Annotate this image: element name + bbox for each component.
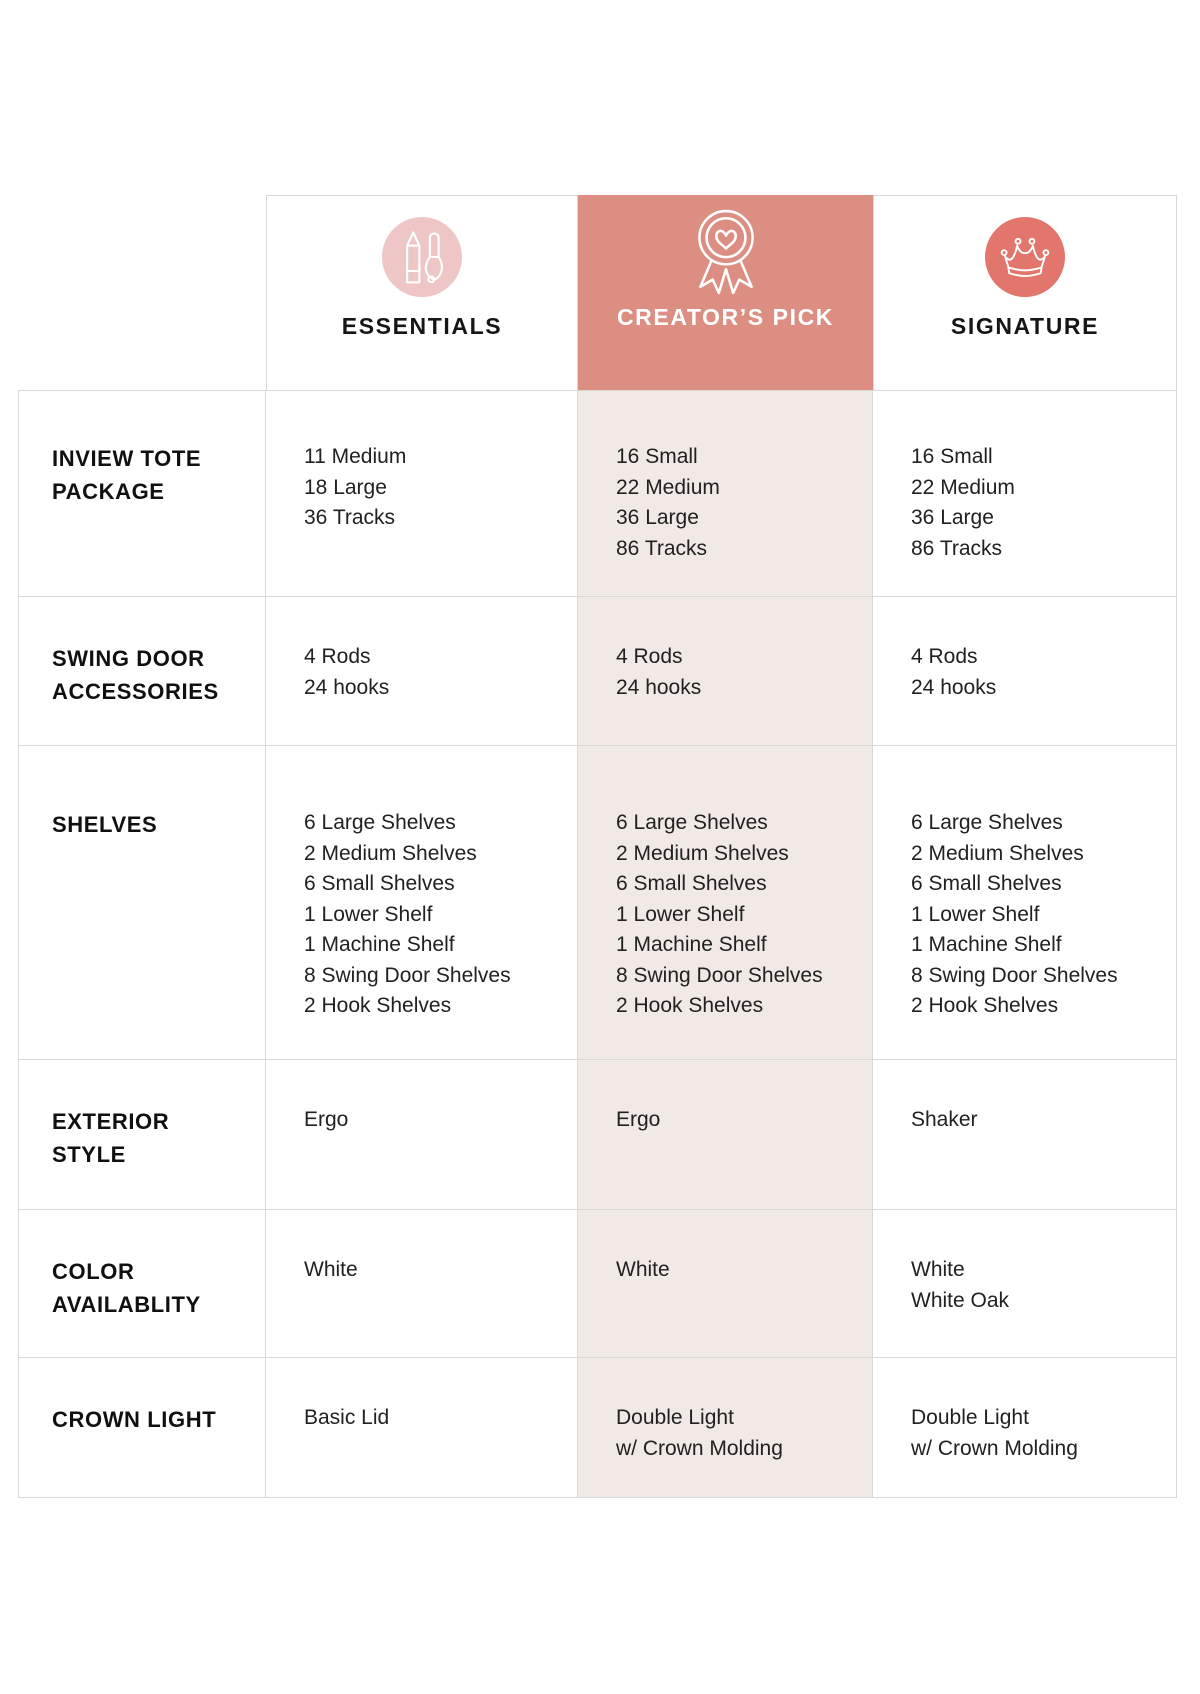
value-line: 86 Tracks bbox=[911, 536, 1003, 560]
comparison-table bbox=[18, 195, 1177, 1498]
value-line: w/ Crown Molding bbox=[616, 1436, 783, 1460]
row-label-cell bbox=[18, 597, 266, 746]
value-line: 6 Large Shelves bbox=[616, 811, 768, 834]
row-label-cell bbox=[18, 1210, 266, 1358]
value-line: White bbox=[911, 1258, 965, 1281]
value-line: Basic Lid bbox=[304, 1406, 390, 1429]
value-line: White bbox=[304, 1258, 358, 1281]
row-label-cell bbox=[18, 746, 266, 1060]
value-line: 36 Large bbox=[911, 506, 994, 529]
value-line: 2 Hook Shelves bbox=[616, 994, 764, 1017]
crown-icon bbox=[985, 217, 1065, 297]
value-line: 1 Machine Shelf bbox=[304, 933, 455, 956]
value-line: Double Light bbox=[616, 1406, 734, 1429]
value-line: w/ Crown Molding bbox=[911, 1436, 1078, 1460]
value-cell-signature bbox=[873, 1060, 1177, 1210]
value-line: 8 Swing Door Shelves bbox=[616, 963, 823, 987]
value-line: 1 Machine Shelf bbox=[911, 933, 1062, 956]
value-cell-creators-pick bbox=[578, 1060, 873, 1210]
column-header-essentials bbox=[266, 195, 578, 390]
value-cell-creators-pick bbox=[578, 1358, 873, 1498]
value-cell-creators-pick bbox=[578, 390, 873, 597]
value-line: 4 Rods bbox=[304, 645, 371, 668]
value-line: 2 Medium Shelves bbox=[911, 841, 1084, 865]
value-line: 6 Small Shelves bbox=[304, 872, 455, 895]
value-line: 2 Medium Shelves bbox=[616, 841, 789, 865]
value-line: Ergo bbox=[304, 1108, 349, 1131]
value-line: Ergo bbox=[616, 1108, 661, 1131]
row-label: INVIEW TOTE PACKAGE bbox=[52, 446, 202, 504]
value-line: 1 Lower Shelf bbox=[616, 902, 745, 926]
value-line: 18 Large bbox=[304, 475, 387, 499]
value-cell-signature bbox=[873, 746, 1177, 1060]
value-line: 24 hooks bbox=[616, 675, 702, 699]
value-cell-creators-pick bbox=[578, 746, 873, 1060]
value-line: White bbox=[616, 1258, 670, 1281]
plan-name-essentials: ESSENTIALS bbox=[341, 313, 503, 339]
value-line: 11 Medium bbox=[304, 445, 407, 468]
value-line: 6 Small Shelves bbox=[616, 872, 767, 895]
value-line: 22 Medium bbox=[911, 475, 1015, 499]
value-cell-creators-pick bbox=[578, 1210, 873, 1358]
value-cell-creators-pick bbox=[578, 597, 873, 746]
row-label: SWING DOOR ACCESSORIES bbox=[52, 646, 219, 704]
value-line: 4 Rods bbox=[616, 645, 683, 668]
value-cell-essentials bbox=[266, 597, 578, 746]
value-cell-signature bbox=[873, 1358, 1177, 1498]
value-line: 8 Swing Door Shelves bbox=[304, 963, 511, 987]
value-line: 1 Lower Shelf bbox=[911, 902, 1040, 926]
value-line: White Oak bbox=[911, 1288, 1010, 1312]
value-line: 36 Tracks bbox=[304, 506, 396, 529]
value-line: 2 Hook Shelves bbox=[304, 994, 452, 1017]
value-line: 2 Hook Shelves bbox=[911, 994, 1059, 1017]
value-line: 1 Lower Shelf bbox=[304, 902, 433, 926]
column-header-creators-pick bbox=[578, 195, 873, 390]
row-label-cell bbox=[18, 390, 266, 597]
plan-name-signature: SIGNATURE bbox=[950, 313, 1100, 339]
value-cell-signature bbox=[873, 1210, 1177, 1358]
row-label: EXTERIOR STYLE bbox=[52, 1109, 170, 1167]
column-header-signature bbox=[873, 195, 1177, 390]
value-line: 8 Swing Door Shelves bbox=[911, 963, 1118, 987]
pencil-brush-icon bbox=[382, 217, 462, 297]
plan-name-creators-pick: CREATOR’S PICK bbox=[616, 304, 835, 330]
value-cell-essentials bbox=[266, 1358, 578, 1498]
value-cell-essentials bbox=[266, 1210, 578, 1358]
value-line: 86 Tracks bbox=[616, 536, 708, 560]
value-line: 16 Small bbox=[911, 445, 993, 468]
value-line: 4 Rods bbox=[911, 645, 978, 668]
value-cell-essentials bbox=[266, 1060, 578, 1210]
value-line: Shaker bbox=[911, 1108, 978, 1131]
value-line: 36 Large bbox=[616, 506, 699, 529]
value-line: 24 hooks bbox=[304, 675, 390, 699]
award-ribbon-icon bbox=[686, 207, 766, 297]
value-line: 6 Large Shelves bbox=[911, 811, 1063, 834]
value-cell-signature bbox=[873, 390, 1177, 597]
header-spacer bbox=[18, 195, 266, 390]
value-line: Double Light bbox=[911, 1406, 1029, 1429]
row-label: COLOR AVAILABLITY bbox=[52, 1259, 201, 1317]
row-label-cell bbox=[18, 1358, 266, 1498]
value-line: 1 Machine Shelf bbox=[616, 933, 767, 956]
row-label: CROWN LIGHT bbox=[52, 1407, 217, 1432]
value-line: 16 Small bbox=[616, 445, 698, 468]
value-line: 6 Small Shelves bbox=[911, 872, 1062, 895]
value-cell-essentials bbox=[266, 390, 578, 597]
value-line: 2 Medium Shelves bbox=[304, 841, 477, 865]
value-line: 6 Large Shelves bbox=[304, 811, 456, 834]
value-cell-essentials bbox=[266, 746, 578, 1060]
value-line: 22 Medium bbox=[616, 475, 720, 499]
row-label: SHELVES bbox=[52, 812, 158, 837]
value-cell-signature bbox=[873, 597, 1177, 746]
row-label-cell bbox=[18, 1060, 266, 1210]
value-line: 24 hooks bbox=[911, 675, 997, 699]
